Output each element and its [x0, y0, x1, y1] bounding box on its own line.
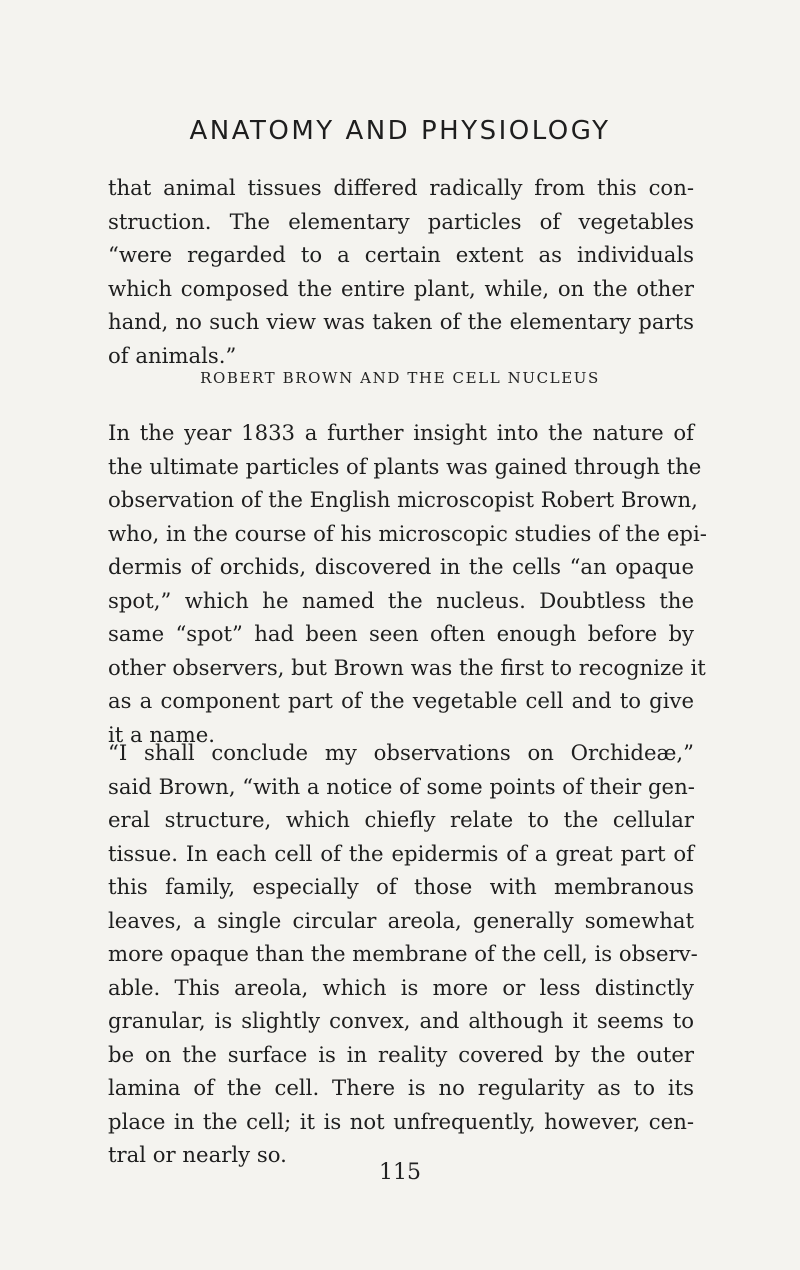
text-line: it a name.	[108, 721, 216, 747]
text-line: as a component part of the vegetable cell and to give	[108, 688, 694, 713]
text-line: spot,” which he named the nucleus. Doubtless the	[108, 587, 694, 613]
text-line: this family, especially of those with membranous	[108, 874, 694, 899]
text-line: of animals.”	[108, 342, 237, 368]
text-line: said Brown, “with a notice of some points of their gen-	[108, 773, 695, 799]
text-line: “were regarded to a certain extent as individuals	[108, 242, 694, 267]
text-line: place in the cell; it is not unfrequently, however, cen-	[108, 1108, 694, 1134]
text-line: granular, is slightly convex, and although it seems to	[108, 1008, 694, 1033]
text-line: able. This areola, which is more or less distinctly	[108, 974, 694, 1000]
text-line: “I shall conclude my observations on Orchideæ,”	[108, 740, 694, 765]
text-line: hand, no such view was taken of the elementary parts	[108, 309, 694, 334]
text-line: who, in the course of his microscopic studies of the epi-	[108, 520, 707, 546]
running-head: ANATOMY AND PHYSIOLOGY	[189, 116, 611, 146]
text-line: be on the surface is in reality covered by the outer	[108, 1041, 694, 1067]
section-heading: ROBERT BROWN AND THE CELL NUCLEUS	[200, 369, 600, 387]
text-line: struction. The elementary particles of vegetables	[108, 208, 694, 234]
text-line: more opaque than the membrane of the cell, is observ-	[108, 941, 698, 966]
paragraph-3	[108, 736, 698, 1172]
text-line: which composed the entire plant, while, on the other	[108, 275, 694, 301]
text-line: other observers, but Brown was the first to recognize it	[108, 654, 706, 680]
paragraph-2	[108, 416, 707, 751]
text-line: observation of the English microscopist Robert Brown,	[108, 487, 698, 512]
text-line: tral or nearly so.	[108, 1142, 287, 1167]
text-line: eral structure, which chiefly relate to the cellular	[108, 807, 694, 832]
page-number: 115	[379, 1160, 421, 1185]
text-line: In the year 1833 a further insight into the nature of	[108, 420, 694, 445]
text-line: dermis of orchids, discovered in the cells “an opaque	[108, 554, 694, 579]
text-line: tissue. In each cell of the epidermis of a great part of	[108, 840, 694, 866]
text-line: that animal tissues differed radically from this con-	[108, 175, 694, 200]
text-line: leaves, a single circular areola, generally somewhat	[108, 907, 694, 933]
text-line: same “spot” had been seen often enough before by	[108, 621, 694, 646]
text-line: the ultimate particles of plants was gained through the	[108, 453, 702, 479]
text-line: lamina of the cell. There is no regularity as to its	[108, 1075, 694, 1100]
paragraph-1	[108, 171, 694, 372]
